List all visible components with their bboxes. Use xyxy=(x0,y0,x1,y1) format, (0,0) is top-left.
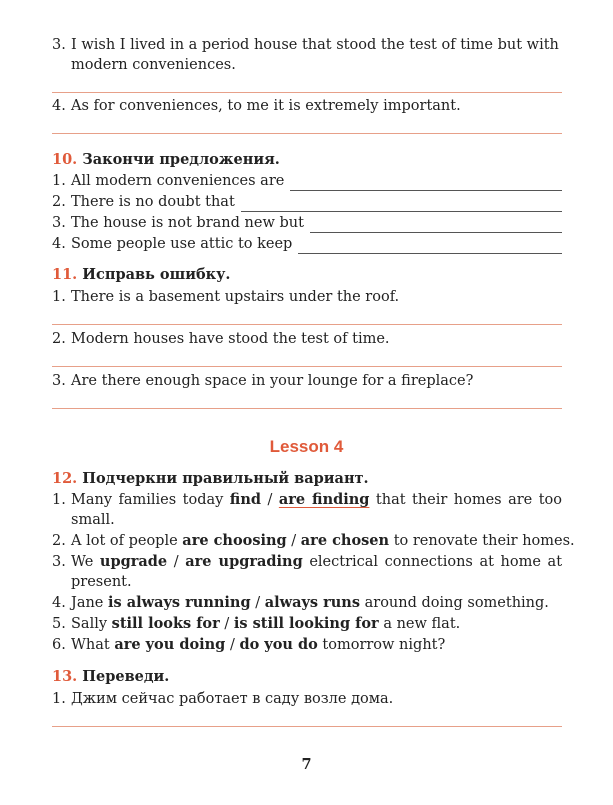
page-number: 7 xyxy=(301,756,312,773)
item-3-line-1: 3. I wish I lived in a period house that stood the test of time but with xyxy=(52,37,559,53)
exercise-11-heading: 11. Исправь ошибку. xyxy=(52,266,231,283)
ex13-item-1: 1. Джим сейчас работает в саду возле дома. xyxy=(52,691,394,707)
option-a[interactable]: are choosing xyxy=(182,532,287,549)
option-b[interactable]: do you do xyxy=(239,636,318,653)
exercise-12-heading: 12. Подчеркни правильный вариант. xyxy=(52,470,369,487)
ex10-item-2: 2. There is no doubt that xyxy=(52,192,562,212)
ex12-item-1-cont: small. xyxy=(71,512,115,528)
ex12-item-3-cont: present. xyxy=(71,574,132,590)
fill-blank[interactable] xyxy=(290,176,562,191)
answer-line[interactable] xyxy=(52,133,562,134)
option-b[interactable]: is still looking for xyxy=(233,615,379,632)
ex11-item-2: 2. Modern houses have stood the test of time. xyxy=(52,331,390,347)
item-3-line-2: modern conveniences. xyxy=(71,57,236,73)
item-4: 4. As for conveniences, to me it is extremely important. xyxy=(52,98,461,114)
option-a[interactable]: are you doing xyxy=(114,636,226,653)
answer-line[interactable] xyxy=(52,726,562,727)
fill-blank[interactable] xyxy=(241,197,562,212)
answer-line[interactable] xyxy=(52,92,562,93)
option-a[interactable]: upgrade xyxy=(99,553,168,570)
ex10-item-3: 3. The house is not brand new but xyxy=(52,213,562,233)
fill-blank[interactable] xyxy=(310,218,562,233)
exercise-13-heading: 13. Переведи. xyxy=(52,668,170,685)
option-b[interactable]: are upgrading xyxy=(185,553,303,570)
ex12-item-3: 3. We upgrade / are upgrading electrical connections at home at xyxy=(52,553,563,570)
option-b[interactable]: are chosen xyxy=(300,532,390,549)
option-b-underlined[interactable]: are finding xyxy=(278,491,370,508)
option-a[interactable]: find xyxy=(229,491,262,508)
ex10-item-4: 4. Some people use attic to keep xyxy=(52,234,562,254)
option-b[interactable]: always runs xyxy=(264,594,361,611)
option-a[interactable]: still looks for xyxy=(111,615,220,632)
ex11-item-1: 1. There is a basement upstairs under the roof. xyxy=(52,289,400,305)
answer-line[interactable] xyxy=(52,366,562,367)
option-a[interactable]: is always running xyxy=(108,594,251,611)
ex10-item-1: 1. All modern conveniences are xyxy=(52,171,562,191)
ex12-item-6: 6. What are you doing / do you do tomorrow night? xyxy=(52,636,446,653)
answer-line[interactable] xyxy=(52,324,562,325)
fill-blank[interactable] xyxy=(298,239,562,254)
ex12-item-1: 1. Many families today find / are finding that their homes are too xyxy=(52,491,562,508)
ex12-item-4: 4. Jane is always running / always runs around doing something. xyxy=(52,594,549,611)
ex12-item-5: 5. Sally still looks for / is still looking for a new flat. xyxy=(52,615,461,632)
answer-line[interactable] xyxy=(52,408,562,409)
lesson-title: Lesson 4 xyxy=(269,437,344,456)
ex11-item-3: 3. Are there enough space in your lounge for a fireplace? xyxy=(52,373,474,389)
exercise-10-heading: 10. Закончи предложения. xyxy=(52,151,280,168)
ex12-item-2: 2. A lot of people are choosing / are chosen to renovate their homes. xyxy=(52,532,575,549)
